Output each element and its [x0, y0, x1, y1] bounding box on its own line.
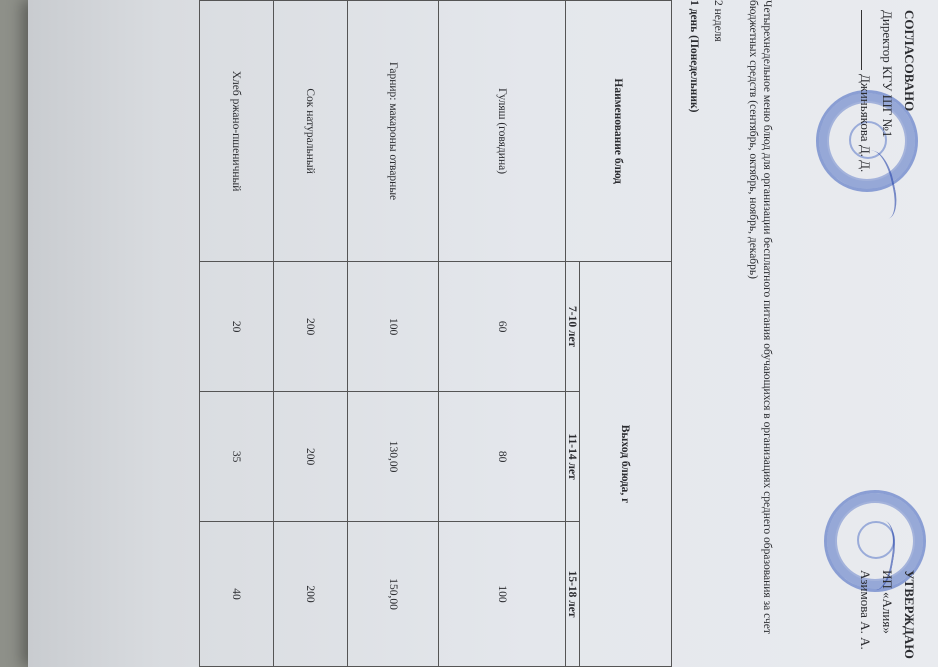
approved-heading: УТВЕРЖДАЮ — [902, 570, 917, 659]
dish-cell: Гарнир: макароны отварные — [348, 1, 439, 262]
header-dish-name: Наименование блюд — [566, 1, 672, 262]
signature-line — [861, 10, 862, 70]
dish-cell: Сок натуральный — [274, 1, 348, 262]
yield-cell: 150,00 — [348, 522, 439, 667]
header-age-11-14: 11-14 лет — [566, 392, 580, 522]
agreed-section — [854, 10, 920, 172]
week-label: 2 неделя — [712, 0, 724, 42]
agreed-heading: СОГЛАСОВАНО — [902, 10, 917, 112]
yield-cell: 200 — [274, 392, 348, 522]
table-row — [439, 1, 566, 667]
agreed-position: Директор КГУ ШГ №1 — [880, 10, 895, 138]
yield-cell: 100 — [348, 262, 439, 392]
yield-cell: 20 — [200, 262, 274, 392]
agreed-name: Джиньякова Д. Д. — [858, 74, 873, 173]
table-row — [348, 1, 439, 667]
approved-section — [854, 570, 920, 659]
table-row — [274, 1, 348, 667]
day-label: 1 день (Понедельник) — [688, 0, 700, 113]
header-age-15-18: 15-18 лет — [566, 522, 580, 667]
rotated-document — [78, 0, 938, 667]
yield-cell: 200 — [274, 262, 348, 392]
dish-cell: Хлеб ржано-пшеничный — [200, 1, 274, 262]
menu-description: Четырехнедельное меню блюд для организации бесплатного питания обучающихся в организациях среднего образования за счет бюджетных средств (сентябрь, октябрь, ноябрь, декабрь) — [747, 0, 773, 634]
yield-cell: 80 — [439, 392, 566, 522]
dish-cell: Гуляш (говядина) — [439, 1, 566, 262]
approval-block — [818, 0, 938, 667]
header-yield: Выход блюда, г — [580, 262, 672, 667]
agreed-signature-row — [854, 10, 876, 172]
header-age-7-10: 7-10 лет — [566, 262, 580, 392]
menu-table — [199, 0, 672, 667]
yield-cell: 100 — [439, 522, 566, 667]
yield-cell: 60 — [439, 262, 566, 392]
yield-cell: 130,00 — [348, 392, 439, 522]
approved-org: ИП «Алия» — [880, 570, 895, 634]
table-header-row — [580, 1, 672, 667]
yield-cell: 35 — [200, 392, 274, 522]
yield-cell: 40 — [200, 522, 274, 667]
approved-name: Азимова А. А. — [858, 570, 873, 650]
yield-cell: 200 — [274, 522, 348, 667]
table-row — [200, 1, 274, 667]
